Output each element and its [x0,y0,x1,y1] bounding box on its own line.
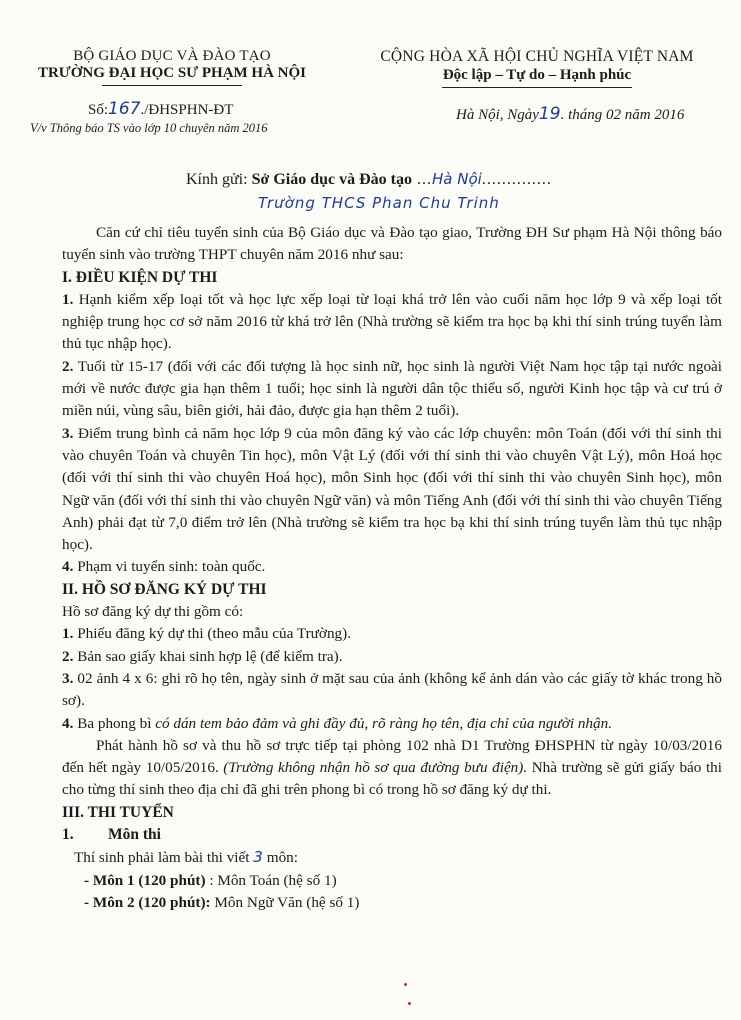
item-text: Điểm trung bình cả năm học lớp 9 của môn đăng ký vào các lớp chuyên: môn Toán (đối với thí sinh thi vào chuyên Toán và chuyên Tin học), môn Vật Lý (đối với thí sinh thi vào chuyên Vật Lý), môn Hoá học (đối với thí sinh thi vào chuyên Hoá học), môn Sinh học (đối với thí sinh thi vào chuyên Sinh học), môn Ngữ văn (đối với thí sinh thi vào chuyên Ngữ văn) và môn Tiếng Anh (đối với thí sinh thi vào chuyên Tiếng Anh) phải đạt từ 7,0 điểm trở lên (Nhà trường sẽ kiểm tra học bạ khi thí sinh trúng tuyển làm thủ tục nhập học). [62,424,722,554]
intro-text-b: môn: [262,849,298,867]
item-text: Ba phong bì [73,714,156,732]
item-number: 2. [62,647,74,665]
doc-number-suffix: ./ĐHSPHN-ĐT [140,102,234,118]
item-text: Bản sao giấy khai sinh hợp lệ (để kiểm tra). [73,647,343,665]
date-day-handwritten: 19 [538,104,561,124]
section-2-item-2 [62,646,722,668]
recipient-dots-2: .............. [481,171,552,188]
section-1-item-2 [62,356,722,423]
subject-1-text: : Môn Toán (hệ số 1) [205,871,337,889]
item-number: 4. [62,558,74,576]
date-line [456,104,684,124]
section-3-subtitle [62,824,722,846]
paragraph-text-a: Phát hành hồ sơ và thu hồ sơ trực tiếp tại phòng 102 nhà D1 Trường ĐHSPHN từ ngày 10/03/2016 đến hết ngày 10/05/2016. [62,736,722,777]
subject-2-label: - Môn 2 (120 phút): [84,893,211,911]
recipient-handwritten-city: Hà Nội [432,170,482,188]
section-1-item-3 [62,423,722,557]
subtitle-number: 1. [62,826,74,844]
subject-1 [62,870,722,892]
item-text: Hạnh kiểm xếp loại tốt và học lực xếp loại từ loại khá trở lên vào cuối năm học lớp 9 và xếp loại tốt nghiệp trung học cơ sở năm 2016 từ khá trở lên (Nhà trường sẽ kiểm tra học bạ khi thí sinh trúng tuyển làm thủ tục nhập học). [62,290,722,353]
recipient-dots-1: ... [412,171,432,188]
intro-paragraph: Căn cứ chỉ tiêu tuyển sinh của Bộ Giáo dục và Đào tạo giao, Trường ĐH Sư phạm Hà Nội thông báo tuyển sinh vào trường THPT chuyên năm 2016 như sau: [62,224,722,264]
item-text: 02 ảnh 4 x 6: ghi rõ họ tên, ngày sinh ở mặt sau của ảnh (không kể ảnh dán vào các giấy tờ khác trong hồ sơ). [62,669,722,710]
section-2-item-1 [62,623,722,645]
intro-handwritten-count: 3 [253,848,263,867]
paragraph-text-italic: (Trường không nhận hồ sơ qua đường bưu điện). [223,759,528,777]
section-2-intro: Hồ sơ đăng ký dự thi gồm có: [62,603,244,621]
issuer-block [22,48,322,86]
national-motto: Độc lập – Tự do – Hạnh phúc [442,67,632,83]
school-underline [102,85,242,86]
intro-text-a: Thí sinh phải làm bài thi viết [74,849,254,867]
paragraph-text-c: Nhà trường sẽ gửi giấy báo thi cho từng thí sinh theo địa chỉ đã ghi trên phong bì có trong hồ sơ đăng ký dự thi. [62,759,722,799]
ink-speck [408,1002,411,1005]
item-number: 4. [62,714,74,732]
doc-number-handwritten: 167 [108,99,141,119]
doc-number-prefix: Số: [88,102,109,118]
item-number: 1. [62,625,74,643]
country-name: CỘNG HÒA XÃ HỘI CHỦ NGHĨA VIỆT NAM [380,48,694,65]
section-2-item-4 [62,713,722,735]
item-text: Phiếu đăng ký dự thi (theo mẫu của Trường). [73,625,351,643]
document-subject: V/v Thông báo TS vào lớp 10 chuyên năm 2016 [30,121,268,135]
national-header [352,48,722,88]
subject-2 [62,892,722,914]
item-number: 2. [62,357,74,375]
item-text: Phạm vi tuyển sinh: toàn quốc. [73,558,266,576]
subject-2-text: Môn Ngữ Văn (hệ số 1) [210,893,360,911]
section-1-item-1 [62,289,722,356]
subtitle-text: Môn thi [108,826,161,844]
document-number [88,99,233,119]
recipient-line [186,170,552,189]
item-number: 3. [62,669,74,687]
recipient-handwritten-school: Trường THCS Phan Chu Trinh [258,194,500,212]
document-body [62,222,722,914]
section-3-intro [62,846,722,869]
item-number: 1. [62,290,74,308]
item-number: 3. [62,424,74,442]
recipient-label: Kính gửi: [186,171,252,188]
item-text: Tuổi từ 15-17 (đối với các đối tượng là học sinh nữ, học sinh là người Việt Nam học tập tại nước ngoài mới về nước được gia hạn thêm 1 tuổi; học sinh là người dân tộc thiểu số, người Kinh học tập và cư trú ở miền núi, vùng sâu, biên giới, hải đảo, được gia hạn thêm 2 tuổi). [62,357,722,420]
section-2-item-3 [62,668,722,713]
section-3-title: III. THI TUYỂN [62,803,174,821]
item-text-italic: có dán tem bảo đảm và ghi đầy đủ, rõ ràng họ tên, địa chỉ của người nhận. [155,714,613,732]
section-2-paragraph [62,735,722,802]
section-2-title: II. HỒ SƠ ĐĂNG KÝ DỰ THI [62,580,267,598]
section-1-title: I. ĐIỀU KIỆN DỰ THI [62,268,218,286]
ministry-name: BỘ GIÁO DỤC VÀ ĐÀO TẠO [73,48,271,64]
recipient-org: Sở Giáo dục và Đào tạo [251,171,412,188]
date-suffix: . tháng 02 năm 2016 [560,107,685,123]
subject-1-label: - Môn 1 (120 phút) [84,871,206,889]
ink-speck [404,983,407,986]
section-1-item-4 [62,556,722,578]
school-name: TRƯỜNG ĐẠI HỌC SƯ PHẠM HÀ NỘI [37,65,307,81]
date-prefix: Hà Nội, Ngày [456,107,539,123]
motto-underline [442,87,632,88]
